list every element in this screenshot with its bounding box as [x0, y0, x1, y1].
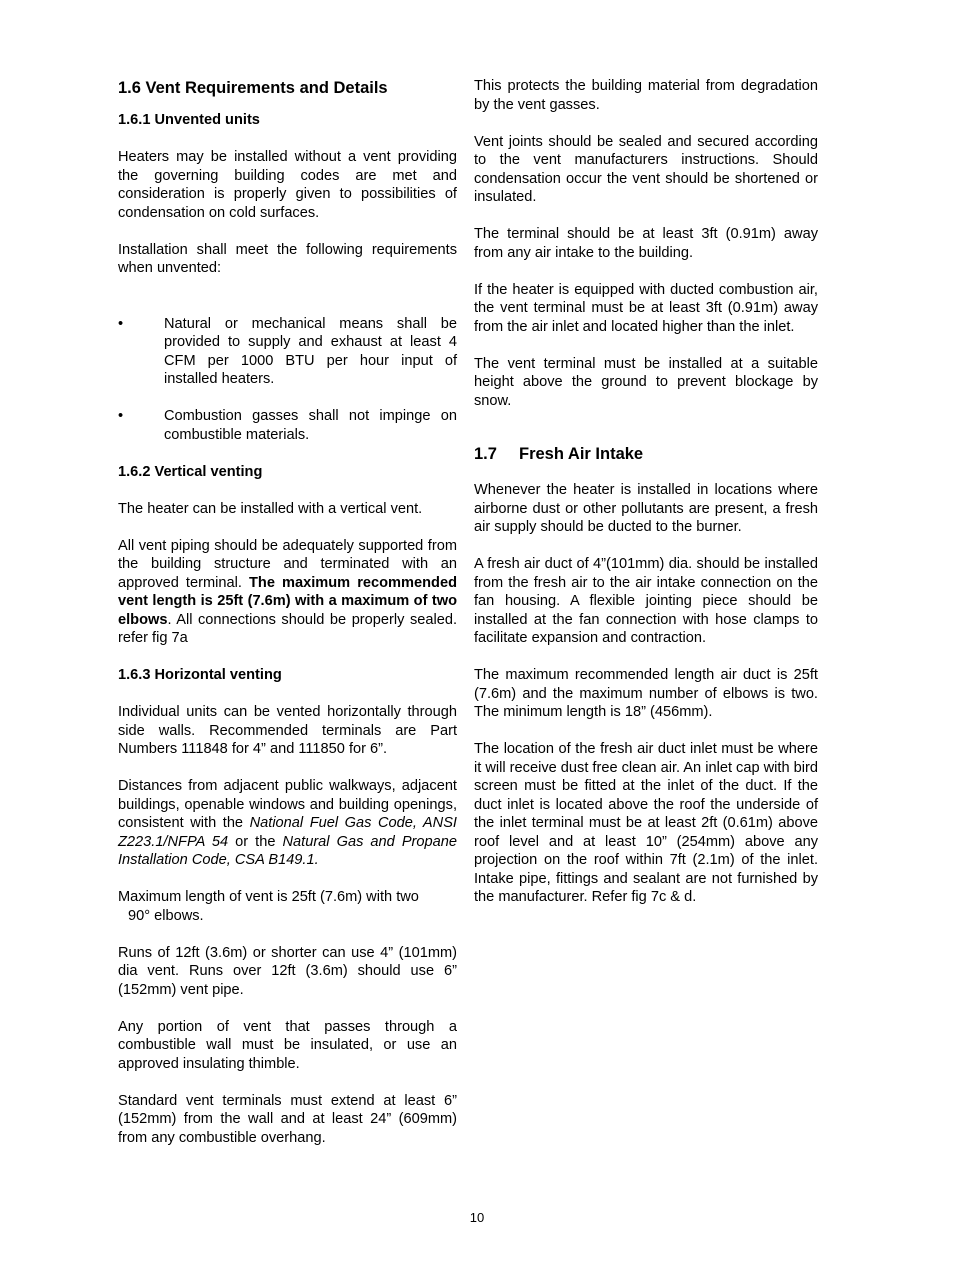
list-item	[118, 315, 457, 389]
section-title: Fresh Air Intake	[519, 445, 644, 463]
paragraph-combustible-wall: Any portion of vent that passes through a combustible wall must be insulated, or use an approved insulating thimble.	[118, 1018, 457, 1072]
paragraph-terminal-distance: The terminal should be at least 3ft (0.91m) away from any air intake to the building.	[474, 226, 818, 261]
paragraph-unvented: Heaters may be installed without a vent providing the governing building codes are met and consideration is properly given to possibilities of condensation on cold surfaces.	[118, 149, 457, 221]
text-run: or the	[228, 833, 283, 850]
text-run: Maximum length of vent is 25ft (7.6m) with two	[118, 889, 419, 905]
paragraph-vent-joints: Vent joints should be sealed and secured according to the vent manufacturers instructions. Should condensation occur the vent should be shortened or insulated.	[474, 133, 818, 205]
subsection-heading-1-6-3: 1.6.3 Horizontal venting	[118, 667, 282, 683]
paragraph-terminal-height: The vent terminal must be installed at a suitable height above the ground to prevent blockage by snow.	[474, 355, 818, 409]
right-column	[474, 77, 818, 925]
paragraph-whenever: Whenever the heater is installed in locations where airborne dust or other pollutants are present, a fresh air supply should be ducted to the burner.	[474, 482, 818, 535]
bullet-icon: •	[118, 315, 124, 332]
text-run: Distances from adjacent public walkways, adjacent buildings, openable windows and building openings, consistent with the	[118, 778, 457, 831]
page-number: 10	[469, 1210, 485, 1225]
paragraph-fresh-air-duct: A fresh air duct of 4”(101mm) dia. should be installed from the fresh air to the air intake connection on the fan housing. A flexible jointing piece should be installed at the fan connection with hose clamps to facilitate expansion and contraction.	[474, 556, 818, 646]
bullet-icon: •	[118, 408, 124, 424]
subsection-heading-1-6-1: 1.6.1 Unvented units	[118, 112, 260, 128]
bold-text-run: The maximum recommended vent length is 25ft (7.6m) with a maximum of two elbows	[118, 574, 457, 628]
list-item	[118, 407, 457, 444]
left-column	[118, 77, 457, 1166]
paragraph-standard-terminals: Standard vent terminals must extend at least 6” (152mm) from the wall and at least 24” (609mm) from any combustible overhang.	[118, 1092, 457, 1146]
paragraph-horizontal-terminals: Individual units can be vented horizontally through side walls. Recommended terminals are Part Numbers 111848 for 4” and 111850 for 6”.	[118, 704, 457, 757]
subsection-heading-1-6-2: 1.6.2 Vertical venting	[118, 463, 263, 480]
paragraph-max-duct-length: The maximum recommended length air duct is 25ft (7.6m) and the maximum number of elbows is two. The minimum length is 18” (456mm).	[474, 667, 818, 720]
requirements-list	[118, 315, 457, 445]
paragraph-ducted-combustion: If the heater is equipped with ducted combustion air, the vent terminal must be at least 3ft (0.91m) away from the air inlet and located higher than the inlet.	[474, 281, 818, 335]
paragraph-vertical-intro: The heater can be installed with a vertical vent.	[118, 500, 423, 517]
paragraph-duct-inlet-location: The location of the fresh air duct inlet must be where it will receive dust free clean air. An inlet cap with bird screen must be fitted at the inlet of the duct. If the duct inlet is located above the roof the underside of the inlet terminal must be at least 2ft (0.61m) above roof level and at least 10” (254mm) above any projection on the roof within 7ft (2.1m) of the inlet. Intake pipe, fittings and sealant are not furnished by the manufacturer. Refer fig 7c & d.	[474, 741, 818, 905]
section-heading-1-7	[474, 443, 818, 465]
section-number: 1.7	[474, 445, 497, 463]
bullet-text: Combustion gasses shall not impinge on combustible materials.	[164, 408, 457, 443]
text-run: All vent piping should be adequately supported from the building structure and terminated with an approved terminal.	[118, 537, 457, 591]
paragraph-distances	[118, 777, 457, 870]
text-run: . All connections should be properly sealed. refer fig 7a	[118, 611, 457, 646]
paragraph-runs: Runs of 12ft (3.6m) or shorter can use 4” (101mm) dia vent. Runs over 12ft (3.6m) should use 6” (152mm) vent pipe.	[118, 944, 457, 998]
paragraph-protects: This protects the building material from degradation by the vent gasses.	[474, 78, 818, 113]
italic-text-run: National Fuel Gas Code, ANSI Z223.1/NFPA 54	[118, 815, 457, 850]
italic-text-run: Natural Gas and Propane Installation Code, CSA B149.1.	[118, 833, 457, 868]
section-heading-1-6: 1.6 Vent Requirements and Details	[118, 79, 388, 97]
bullet-text: Natural or mechanical means shall be provided to supply and exhaust at least 4 CFM per 1000 BTU per hour input of installed heaters.	[164, 315, 457, 387]
text-run: 90° elbows.	[128, 907, 204, 924]
paragraph-max-length	[118, 888, 457, 925]
paragraph-installation: Installation shall meet the following requirements when unvented:	[118, 241, 457, 276]
paragraph-vertical-support	[118, 537, 457, 648]
